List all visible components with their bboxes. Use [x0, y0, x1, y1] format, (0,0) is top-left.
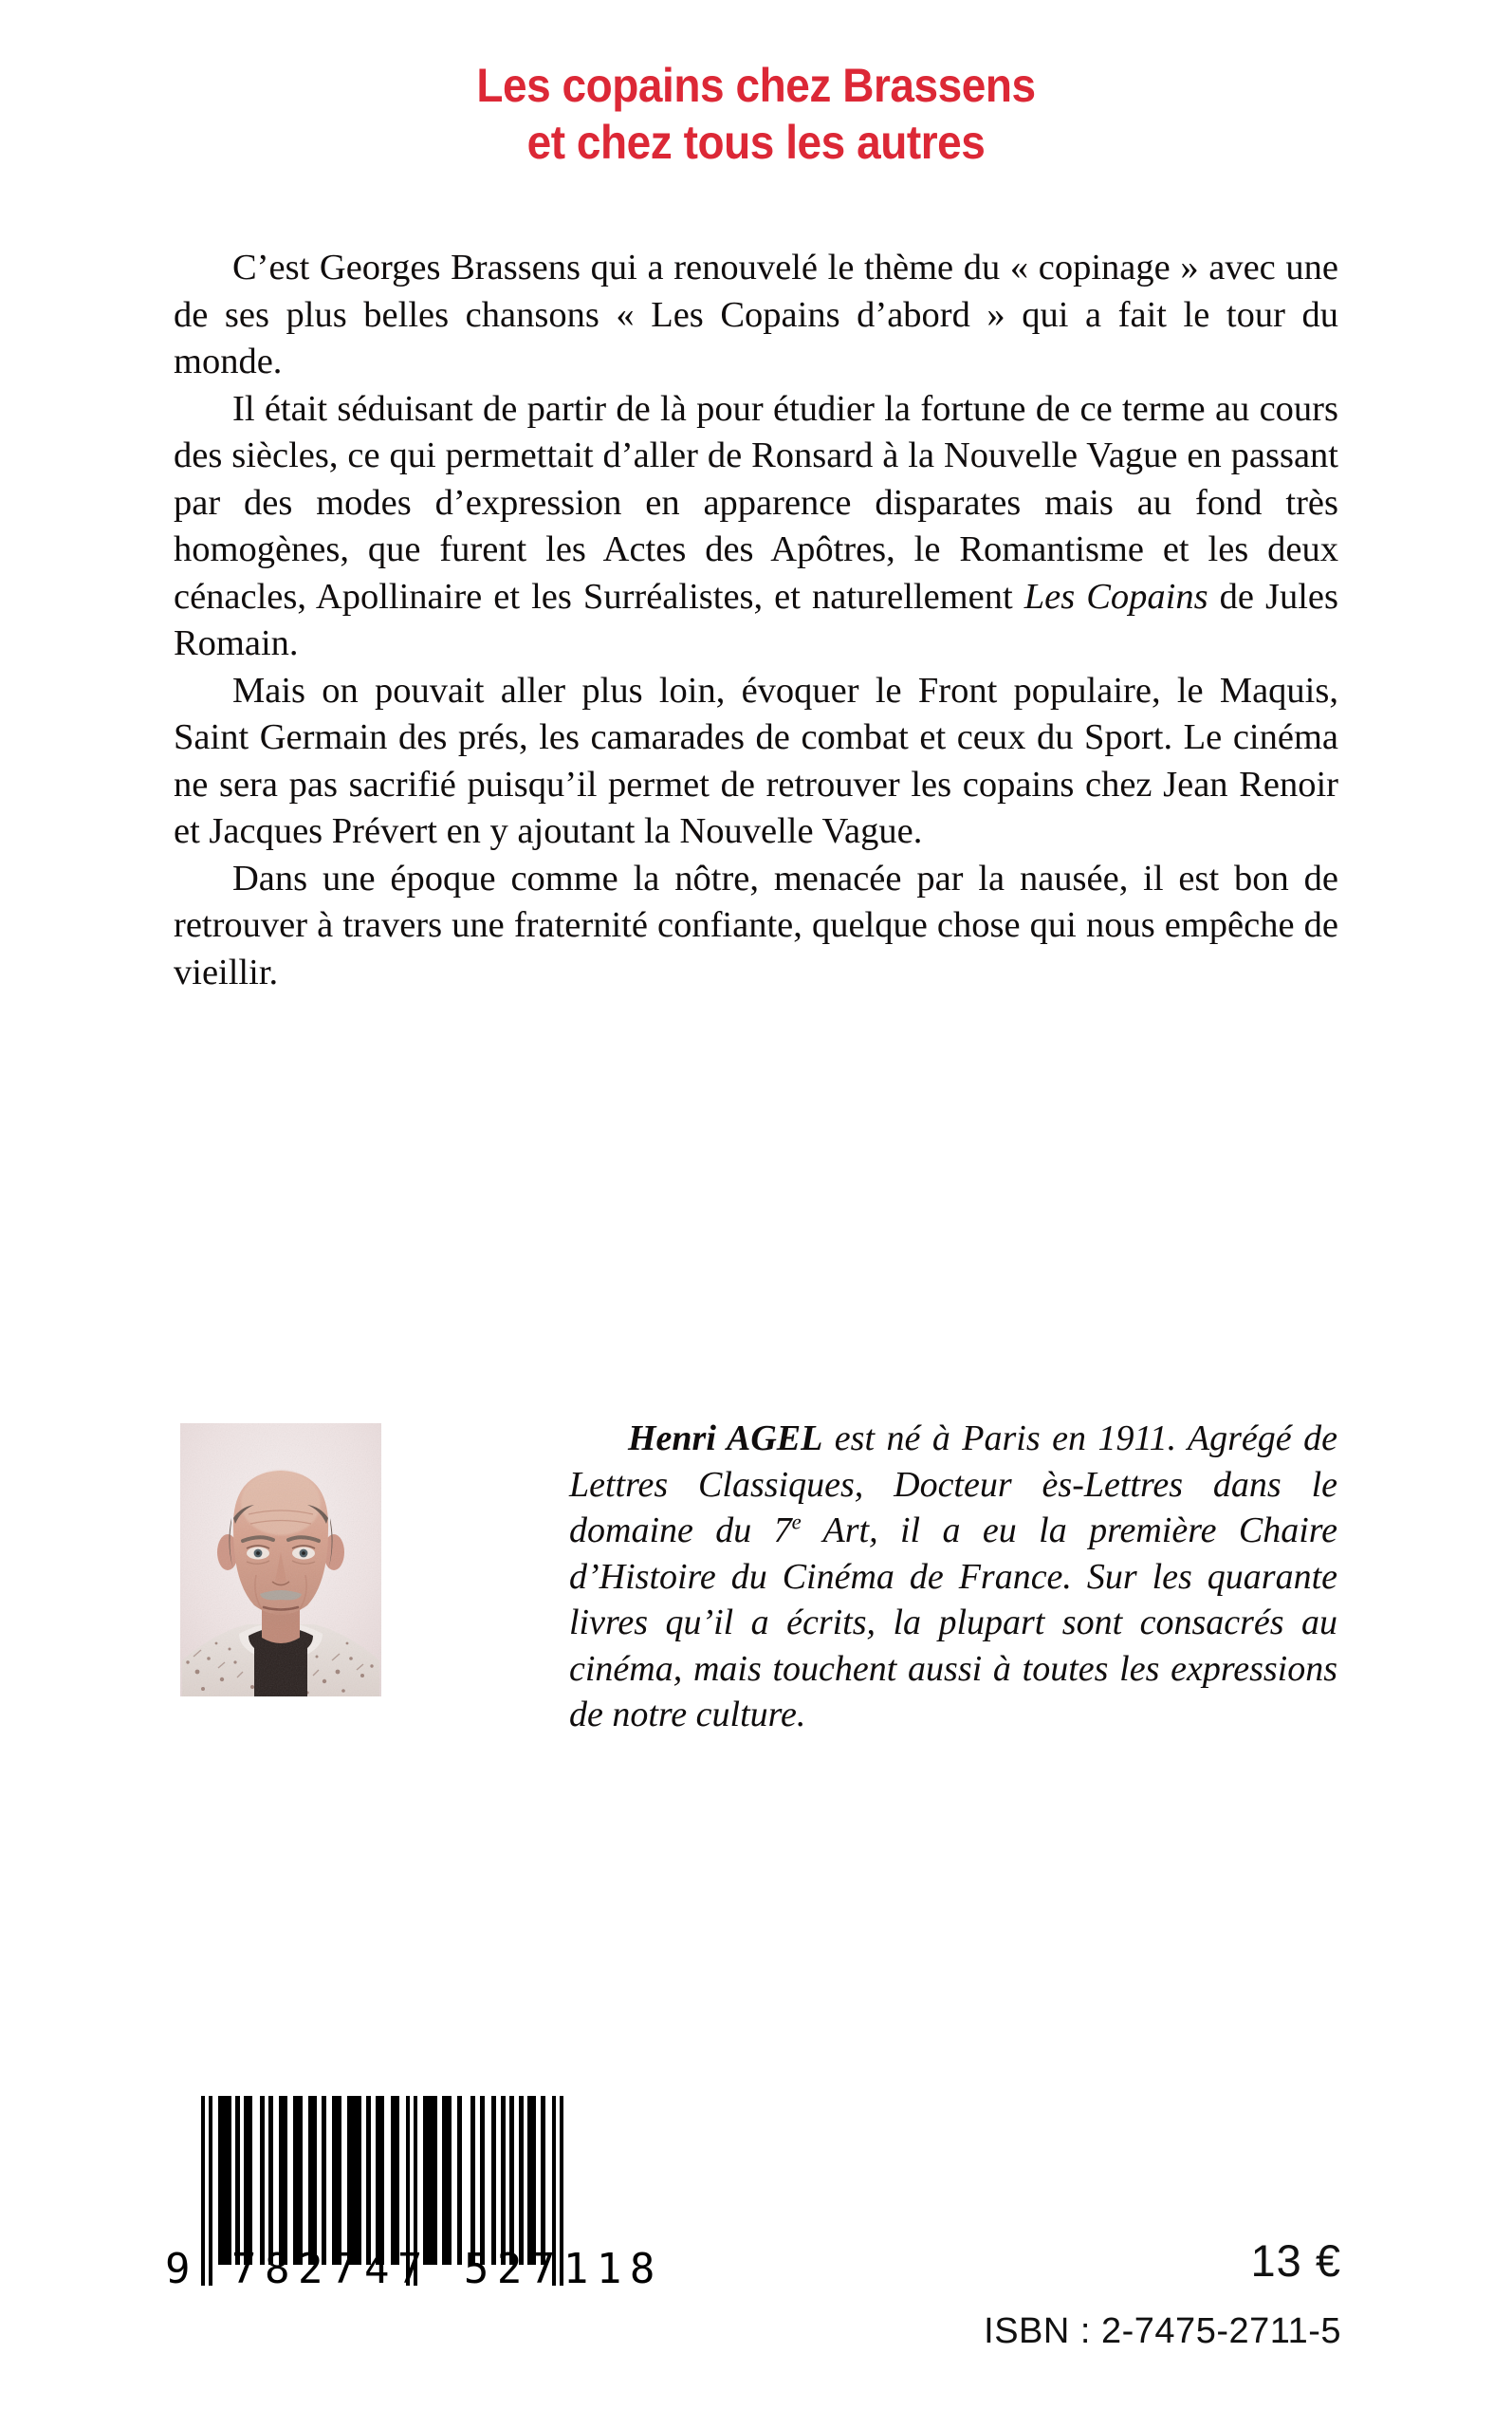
price-label: 13 €	[1250, 2235, 1341, 2286]
blurb-text: Mais on pouvait aller plus loin, évoquer le Front populaire, le Maquis, Saint Germain des prés, les camarades de combat et ceux du Sport. Le cinéma ne sera pas sacrifié puisqu’il permet de retrouver les copains chez Jean Renoir et Jacques Prévert en y ajoutant la Nouvelle Vague.	[174, 670, 1338, 851]
author-name: Henri AGEL	[628, 1418, 823, 1458]
author-portrait-image	[180, 1423, 381, 1696]
author-bio-paragraph	[569, 1416, 1337, 1738]
ordinal-suffix: e	[791, 1510, 802, 1534]
blurb-paragraph-4	[174, 856, 1338, 997]
blurb-text: de Jules Romain.	[174, 576, 1339, 663]
blurb-paragraph-3	[174, 668, 1338, 856]
blurb-text: Il était séduisant de partir de là pour étudier la fortune de ce terme au cours des siècles, ce qui permettait d’aller de Ronsard à la Nouvelle Vague en passant par des modes d’expression en apparence disparates mais au fond très homogènes, que furent les Actes des Apôtres, le Romantisme et les deux cénacles, Apollinaire et les Surréalistes, et naturellement	[174, 388, 1338, 617]
title-line-1: Les copains chez Brassens	[476, 59, 1036, 112]
title-line-2: et chez tous les autres	[526, 116, 986, 169]
author-bio-text-part2: Art, il a eu la première Chaire d’Histoire du Cinéma de France. Sur les quarante livres qu’il a écrits, la plupart sont consacrés au cinéma, mais touchent aussi à toutes les expressions de notre culture.	[569, 1510, 1337, 1734]
back-cover-blurb	[174, 245, 1338, 996]
barcode-number: 9 782747 527118	[165, 2245, 663, 2293]
author-bio-text-part1: est né à Paris en 1911. Agrégé de Lettres Classiques, Docteur ès-Lettres dans le domaine du 7	[569, 1418, 1338, 1550]
blurb-text: Dans une époque comme la nôtre, menacée par la nausée, il est bon de retrouver à travers une fraternité confiante, quelque chose qui nous empêche de vieillir.	[174, 858, 1338, 992]
book-title-citation: Les Copains	[1023, 576, 1208, 617]
blurb-text: C’est Georges Brassens qui a renouvelé le thème du « copinage » avec une de ses plus belles chansons « Les Copains d’abord » qui a fait le tour du monde.	[174, 248, 1338, 381]
author-bio	[569, 1416, 1337, 1738]
author-portrait-photo	[180, 1423, 381, 1696]
isbn-label: ISBN : 2-7475-2711-5	[984, 2311, 1341, 2351]
book-title	[0, 57, 1512, 171]
blurb-paragraph-1	[174, 245, 1338, 386]
blurb-paragraph-2	[174, 386, 1338, 668]
